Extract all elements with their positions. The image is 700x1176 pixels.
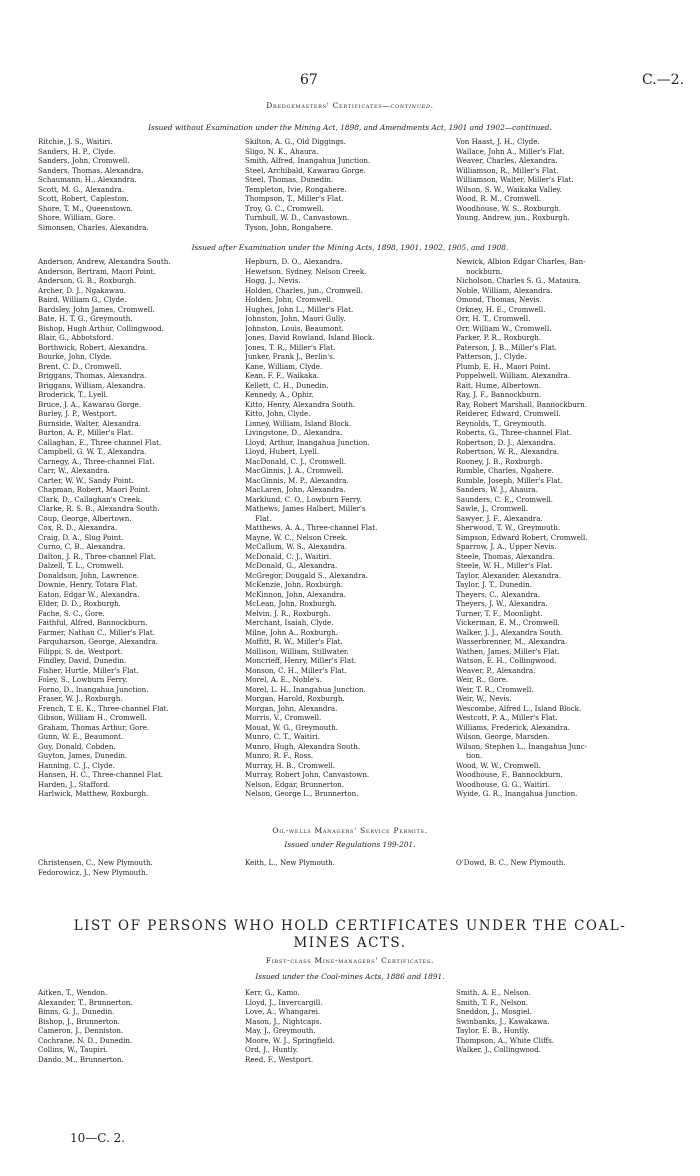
list-item: Simpson, Edward Robert, Cromwell. [456, 532, 588, 542]
list-item: Weir, R., Gore. [456, 675, 509, 684]
list-item: Merchant, Isaiah, Clyde. [245, 618, 334, 627]
list-item: Thompson, T., Miller's Flat. [245, 194, 344, 203]
list-item: Williamson, Walter, Miller's Flat. [456, 175, 574, 184]
list-item: Guyton, James, Dunedin. [38, 751, 128, 760]
list-item: Johnston, John, Maori Gully. [245, 314, 346, 323]
list-item: Briggans, William, Alexandra. [38, 380, 146, 390]
list-item: Farquharson, George, Alexandra. [38, 637, 158, 646]
list-item: Swinbanks, J., Kawakawa. [456, 1016, 550, 1026]
list-item: Noble, William, Alexandra. [456, 285, 553, 295]
list-item: Morel, L. H., Inangahua Junction. [245, 684, 366, 694]
list-item: Smith, T. F., Nelson. [456, 997, 528, 1007]
list-item: Steel, Archibald, Kawarau Gorge. [245, 165, 366, 175]
list-item: Flat. [255, 513, 272, 523]
list-item: MacLaren, John, Alexandra. [245, 485, 346, 494]
list-item: Orr, William W., Cromwell. [456, 323, 552, 333]
list-item: Mathews, James Halbert, Miller's [245, 504, 366, 513]
list-item: Kennedy, A., Ophir. [245, 390, 314, 399]
list-item: Fraser, W. J., Roxburgh. [38, 694, 123, 703]
section-subtitle-regulations: Issued under Regulations 199-201. [284, 840, 416, 849]
section3-col3 [456, 858, 666, 877]
page-footer-signature: 10—C. 2. [70, 1131, 126, 1145]
list-item: Melvin, J. R., Roxburgh. [245, 608, 331, 618]
list-item: Linney, William, Island Block. [245, 418, 352, 428]
list-item: Carr, W., Alexandra. [38, 466, 110, 475]
list-item: McCallum, W. S., Alexandra. [245, 542, 347, 551]
list-item: Dando, M., Brunnerton. [38, 1054, 124, 1064]
list-item: Reynolds, T., Greymouth. [456, 418, 547, 428]
list-item: Sparrow, J. A., Upper Nevis. [456, 542, 557, 551]
list-item: Hanning, C. J., Clyde. [38, 760, 115, 770]
section1-col1 [38, 137, 245, 232]
list-item: Reed, F., Westport. [245, 1054, 314, 1064]
list-item: Taylor, E. B., Huntly. [456, 1026, 530, 1035]
list-item: Wasserbrenner, M., Alexandra. [456, 637, 568, 646]
list-item: Holden, Charles, jun., Cromwell. [245, 285, 363, 295]
list-item: Filippi, S. de, Westport. [38, 646, 123, 656]
section2-col1 [38, 257, 245, 799]
list-item: Harlwick, Matthew, Roxburgh. [38, 789, 149, 798]
list-item: Milne, John A., Roxburgh. [245, 627, 338, 637]
list-item: MacGinnis, M. P., Alexandra. [245, 475, 349, 485]
list-item: Newick, Albion Edgar Charles, Ban- [456, 257, 586, 266]
list-item: Steel, Thomas, Dunedin. [245, 175, 334, 184]
list-item: Farmer, Nathan C., Miller's Flat. [38, 627, 155, 637]
list-item: Woodhouse, F., Bannockburn. [456, 770, 563, 779]
list-item: Sawle, J., Cromwell. [456, 504, 529, 513]
list-item: Troy, G. C., Cromwell. [245, 203, 324, 213]
list-item: Aitken, T., Wendon. [38, 988, 108, 997]
section3-col2 [245, 858, 456, 877]
list-item: Moncrieff, Henry, Miller's Flat. [245, 656, 357, 665]
list-item: Cameron, J., Denniston. [38, 1026, 124, 1035]
list-item: Mollison, William, Stillwater. [245, 646, 349, 656]
list-item: tion. [466, 751, 483, 760]
list-item: Hansen, H. C., Three-channel Flat. [38, 770, 164, 779]
list-item: Wilson, George, Marsden. [456, 732, 550, 741]
list-item: Briggans, Thomas, Alexandra. [38, 371, 147, 380]
list-item: Sligo, N. K., Ahaura. [245, 146, 319, 156]
list-item: Sanders, H. P., Clyde. [38, 146, 116, 156]
list-item: Mouat, W. G., Greymouth. [245, 722, 338, 732]
list-item: Anderson, Bertram, Maori Point. [38, 266, 156, 276]
list-item: Harden, J., Stafford. [38, 779, 111, 789]
list-item: Dalzell, T. L., Cromwell. [38, 561, 124, 570]
list-item: Thompson, A., White Cliffs. [456, 1035, 555, 1045]
list-item: McDonald, G., Alexandra. [245, 561, 338, 570]
list-item: Junker, Frank J., Berlin's. [245, 352, 336, 361]
list-item: Wescombe, Alfred L., Island Block. [456, 703, 582, 713]
list-item: Borthwick, Robert, Alexandra. [38, 342, 148, 352]
list-item: Taylor, Alexander, Alexandra. [456, 570, 562, 580]
list-item: Burley, J. P., Westport. [38, 409, 117, 418]
list-item: Walker, J. J., Alexandra South. [456, 627, 563, 637]
list-item: Wyide, G. R., Inangahua Junction. [456, 789, 578, 798]
list-item: Theyers, C., Alexandra. [456, 589, 540, 599]
list-item: Orkney, H. E., Cromwell. [456, 304, 546, 314]
list-item: Fache, S. C., Gore. [38, 608, 105, 618]
list-item: Theyers, J. W., Alexandra. [456, 599, 548, 608]
list-item: Williams, Frederick, Alexandra. [456, 722, 570, 732]
list-item: Mayne, W. C., Nelson Creek. [245, 532, 348, 542]
list-item: Sawyer, J. F., Alexandra. [456, 513, 543, 523]
list-item: Munro, R. F., Ross. [245, 751, 314, 760]
list-item: Woodhouse, G. G., Waitiri. [456, 779, 550, 789]
list-item: Donaldson, John, Lawrence. [38, 570, 139, 580]
list-item: Bardsley, John James, Cromwell. [38, 304, 155, 314]
list-item: Rooney, J. B., Roxburgh. [456, 456, 543, 466]
coal-mines-subtitle: Issued under the Coal-mines Acts, 1886 and 1891. [255, 972, 445, 981]
list-item: Moffitt, R. W., Miller's Flat. [245, 637, 343, 646]
list-item: Graham, Thomas Arthur, Gore. [38, 722, 150, 732]
list-item: Young, Andrew, jun., Roxburgh. [456, 213, 570, 222]
section2-col3 [456, 257, 666, 799]
list-item: Morgan, Harold, Roxburgh. [245, 694, 345, 703]
list-item: Murray, Robert John, Canvastown. [245, 770, 370, 779]
list-item: Saunders, C. E., Cromwell. [456, 494, 554, 504]
section-subtitle-after-exam: Issued after Examination under the Mining Acts, 1898, 1901, 1902, 1905, and 1908. [191, 243, 509, 252]
list-item: Nelson, George L., Brunnerton. [245, 789, 359, 798]
list-item: nockburn. [466, 266, 503, 276]
list-item: Weaver, Charles, Alexandra. [456, 156, 558, 165]
list-item: Fisher, Hurtle, Miller's Flat. [38, 665, 139, 675]
list-item: McKenzie, John, Roxburgh. [245, 580, 344, 589]
coal-mines-title-line2: MINES ACTS. [293, 935, 407, 951]
list-item: Findley, David, Dunedin. [38, 656, 127, 665]
list-item: Wood, W. W., Cromwell. [456, 760, 541, 770]
list-item: Jones, David Rowland, Island Block. [245, 333, 375, 342]
list-item: Callaghan, E., Three channel Flat. [38, 437, 162, 447]
list-item: Alexander, T., Brunnerton. [38, 997, 133, 1007]
list-item: Bruce, J. A., Kawarau Gorge. [38, 399, 142, 409]
list-item: Baird, William G., Clyde. [38, 295, 127, 304]
list-item: Coup, George, Albertown. [38, 513, 132, 523]
section3-list [38, 858, 666, 877]
section2-list [38, 257, 666, 799]
list-item: Wallace, John A., Miller's Flat. [456, 146, 565, 156]
list-item: Parker, P. R., Roxburgh. [456, 333, 542, 342]
list-item: Kean, F. F., Waikaka. [245, 371, 320, 380]
list-item: Elder, D. D., Roxburgh. [38, 599, 121, 608]
list-item: MacGinnis, J. A., Cromwell. [245, 466, 344, 475]
list-item: Morgan, John, Alexandra. [245, 703, 338, 713]
list-item: Sanders, John, Cromwell. [38, 156, 130, 165]
list-item: Curno, C. B., Alexandra. [38, 542, 126, 551]
section4-col1 [38, 988, 245, 1064]
list-item: Eaton, Edgar W., Alexandra. [38, 589, 140, 599]
list-item: Poppelwell, William, Alexandra. [456, 371, 571, 380]
list-item: Von Haast, J. H., Clyde. [456, 137, 540, 146]
list-item: Chapman, Robert, Maori Point. [38, 485, 151, 494]
section3-col1 [38, 858, 245, 877]
list-item: Brent, C. D., Cromwell. [38, 361, 122, 371]
list-item: McKinnon, John, Alexandra. [245, 589, 346, 599]
section4-list [38, 988, 666, 1064]
list-item: Johnston, Louis, Beaumont. [245, 323, 344, 333]
list-item: Scott, M. G., Alexandra. [38, 184, 125, 194]
list-item: French, T. E. K., Three-channel Flat. [38, 703, 169, 713]
list-item: Downie, Henry, Totara Flat. [38, 580, 138, 589]
list-item: Woodhouse, W. S., Roxburgh. [456, 203, 562, 213]
list-item: Weir, W., Nevis. [456, 694, 512, 703]
list-item: Cox, R. D., Alexandra. [38, 523, 118, 532]
list-item: Smith, A. E., Nelson. [456, 988, 531, 997]
list-item: Faithful, Alfred, Bannockburn. [38, 618, 148, 627]
list-item: Cochrane, N. D., Dunedin. [38, 1035, 133, 1045]
list-item: Taylor, J. T., Dunedin. [456, 580, 532, 589]
list-item: Mason, J., Nightcaps. [245, 1016, 322, 1026]
section-title-suffix: —continued. [382, 101, 434, 110]
list-item: Clarke, R. S. B., Alexandra South. [38, 504, 160, 513]
list-item: Christensen, C., New Plymouth. [38, 858, 153, 867]
list-item: Sneddon, J., Mosgiel. [456, 1007, 532, 1016]
section1-col2 [245, 137, 456, 232]
list-item: Lloyd, Hubert, Lyell. [245, 447, 320, 456]
list-item: Robertson, D. J., Alexandra. [456, 437, 556, 447]
list-item: Munro, C. T., Waitiri. [245, 732, 320, 741]
list-item: Bate, H. T. G., Greymouth. [38, 314, 133, 323]
list-item: McDonald, C. J., Waitiri. [245, 551, 332, 561]
list-item: Ord, J., Huntly. [245, 1045, 299, 1054]
section-title-main: Dredgemasters' Certificates [266, 101, 383, 110]
list-item: Anderson, G. B., Roxburgh. [38, 276, 137, 285]
list-item: Sanders, W. J., Ahaura. [456, 485, 538, 494]
list-item: Bourke, John, Clyde. [38, 352, 112, 361]
list-item: Omond, Thomas, Nevis. [456, 295, 542, 304]
page-number: 67 [300, 72, 318, 88]
list-item: Westcott, P. A., Miller's Flat. [456, 713, 558, 722]
list-item: Campbell, G. W. T., Alexandra. [38, 447, 147, 456]
list-item: Shore, T. M., Queenstown. [38, 203, 134, 213]
list-item: Ray, J. F., Bannockburn. [456, 390, 542, 399]
list-item: Tyson, John, Rongahere. [245, 222, 334, 232]
list-item: Hepburn, D. O., Alexandra. [245, 257, 343, 266]
list-item: McLean, John, Roxburgh. [245, 599, 337, 608]
list-item: Carter, W. W., Sandy Point. [38, 475, 134, 485]
list-item: Carnegy, A., Three-channel Flat. [38, 456, 155, 466]
list-item: May, J., Greymouth. [245, 1026, 316, 1035]
list-item: Matthews, A. A., Three-channel Flat. [245, 523, 378, 532]
list-item: Archer, D. J., Ngakawau. [38, 285, 127, 295]
list-item: Rumble, Charles, Ngahere. [456, 466, 554, 475]
list-item: Steele, Thomas, Alexandra. [456, 551, 555, 561]
section1-col3 [456, 137, 666, 232]
list-item: Moore, W. J., Springfield. [245, 1035, 335, 1045]
list-item: Jones, T. R., Miller's Flat. [245, 342, 336, 352]
section4-col3 [456, 988, 666, 1064]
coal-mines-title-line1: LIST OF PERSONS WHO HOLD CERTIFICATES UNDER THE COAL- [73, 918, 627, 934]
first-class-subhead: First-class Mine-managers' Certificates. [265, 956, 435, 965]
list-item: Weaver, P., Alexandra. [456, 665, 536, 675]
list-item: Orr, H. T., Cromwell. [456, 314, 531, 323]
list-item: Williamson, R., Miller's Flat. [456, 165, 559, 175]
list-item: Shore, William, Gore. [38, 213, 116, 222]
list-item: Kellett, C. H., Dunedin. [245, 380, 329, 390]
list-item: Foley, S., Lowburn Ferry. [38, 675, 128, 684]
list-item: Hewetson, Sydney, Nelson Creek. [245, 266, 367, 276]
list-item: Robertson, W. R., Alexandra. [456, 447, 560, 456]
list-item: Dalton, J. R., Three-channel Flat. [38, 551, 156, 561]
list-item: Wilson, Stephen L., Inangahua Junc- [456, 741, 588, 751]
list-item: Hughes, John L., Miller's Flat. [245, 304, 354, 314]
list-item: Hogg, J., Nevis. [245, 276, 301, 285]
list-item: Forno, D., Inangahua Junction. [38, 684, 149, 694]
list-item: Morris, V., Cromwell. [245, 713, 322, 722]
list-item: Rait, Hume, Albertown. [456, 380, 542, 390]
list-item: Nicholson, Charles S. G., Mataura. [456, 276, 581, 285]
list-item: Walker, J., Collingwood. [456, 1045, 541, 1054]
list-item: Monson, C. H., Miller's Flat. [245, 665, 347, 675]
list-item: Paterson, J. B., Miller's Flat. [456, 342, 557, 352]
list-item: Bishop, Hugh Arthur, Collingwood. [38, 323, 164, 333]
section2-col2 [245, 257, 456, 799]
list-item: Kitto, John, Clyde. [245, 409, 311, 418]
list-item: Blair, G., Abbotsford. [38, 333, 114, 342]
list-item: Steele, W. H., Miller's Flat. [456, 561, 553, 570]
list-item: Wilson, S. W., Waikaka Valley. [456, 184, 562, 194]
list-item: Love, A., Whangarei. [245, 1007, 321, 1016]
list-item: Burton, A. P., Miller's Flat. [38, 428, 134, 437]
section-title-oil-wells: Oil-wells Managers' Service Permits. [272, 826, 428, 835]
list-item: Roberts, G., Three-channel Flat. [456, 428, 572, 437]
list-item: Marklund, C. O., Lowburn Ferry. [245, 494, 362, 504]
list-item: Smith, Alfred, Inangahua Junction. [245, 156, 371, 165]
list-item: Turnbull, W. D., Canvastown. [245, 213, 350, 222]
list-item: Sherwood, T. W., Greymouth. [456, 523, 561, 532]
list-item: Scott, Robert, Capleston. [38, 194, 129, 203]
list-item: Reiderer, Edward, Cromwell. [456, 409, 561, 418]
list-item: Vickerman, E. M., Cromwell. [456, 618, 560, 627]
list-item: Turner, T. F., Moonlight. [456, 608, 543, 618]
list-item: Munro, Hugh, Alexandra South. [245, 741, 361, 751]
list-item: Simonsen, Charles, Alexandra. [38, 222, 149, 232]
list-item: Templeton, Ivie, Rongahere. [245, 184, 347, 194]
list-item: Plumb, E. H., Maori Point. [456, 361, 551, 371]
list-item: McGregor, Dougald S., Alexandra. [245, 570, 368, 580]
list-item: Livingstone, D., Alexandra. [245, 428, 343, 437]
list-item: Kane, William, Clyde. [245, 361, 323, 371]
list-item: Sanders, Thomas, Alexandra. [38, 165, 144, 175]
section-title-dredgemasters [0, 101, 700, 110]
list-item: Gibson, William H., Cromwell. [38, 713, 147, 722]
list-item: Ritchie, J. S., Waitiri. [38, 137, 113, 146]
list-item: Kerr, G., Kamo. [245, 988, 300, 997]
list-item: Binns, G. J., Dunedin. [38, 1007, 115, 1016]
list-item: Watson, E. H., Collingwood. [456, 656, 557, 665]
list-item: Wathen, James, Miller's Flat. [456, 646, 560, 656]
section4-col2 [245, 988, 456, 1064]
list-item: Weir, T. R., Cromwell. [456, 684, 534, 694]
list-item: Holden, John, Cromwell. [245, 295, 334, 304]
list-item: Rumble, Joseph, Miller's Flat. [456, 475, 563, 485]
list-item: Bishop, J., Brunnerton. [38, 1016, 120, 1026]
list-item: Guy, Donald, Cobden. [38, 741, 116, 751]
document-code: C.—2. [642, 72, 685, 88]
list-item: Lloyd, Arthur, Inangahua Junction. [245, 437, 370, 447]
list-item: MacDonald, C. J., Cromwell. [245, 456, 347, 466]
list-item: Craig, D. A., Slug Point. [38, 532, 124, 542]
list-item: Fedorowicz, J., New Plymouth. [38, 867, 148, 877]
list-item: Nelson, Edgar, Brunnerton. [245, 779, 345, 789]
list-item: Anderson, Andrew, Alexandra South. [38, 257, 171, 266]
list-item: Gunn, W. E., Beaumont. [38, 732, 124, 741]
section1-list [38, 137, 666, 232]
list-item: O'Dowd, B. C., New Plymouth. [456, 858, 566, 867]
list-item: Murray, H. B., Cromwell. [245, 760, 335, 770]
list-item: Kitto, Henry, Alexandra South. [245, 399, 356, 409]
section-subtitle-without-exam: Issued without Examination under the Mining Act, 1898, and Amendments Act, 1901 and 1902—continued. [148, 123, 552, 132]
list-item: Keith, L., New Plymouth. [245, 858, 336, 867]
list-item: Wood, R. M., Cromwell. [456, 194, 542, 203]
list-item: Patterson, J., Clyde. [456, 352, 527, 361]
list-item: Skilton, A. G., Old Diggings. [245, 137, 346, 146]
list-item: Ray, Robert Marshall, Bannockburn. [456, 399, 587, 409]
list-item: Lloyd, J., Invercargill. [245, 997, 323, 1007]
list-item: Schaumann, H., Alexandra. [38, 175, 137, 184]
list-item: Collins, W., Taupiri. [38, 1045, 108, 1054]
list-item: Broderick, T., Lyell. [38, 390, 109, 399]
list-item: Morel, A. E., Noble's. [245, 675, 322, 684]
list-item: Burnside, Walter, Alexandra. [38, 418, 142, 428]
list-item: Clark, D., Callaghan's Creek. [38, 494, 143, 504]
